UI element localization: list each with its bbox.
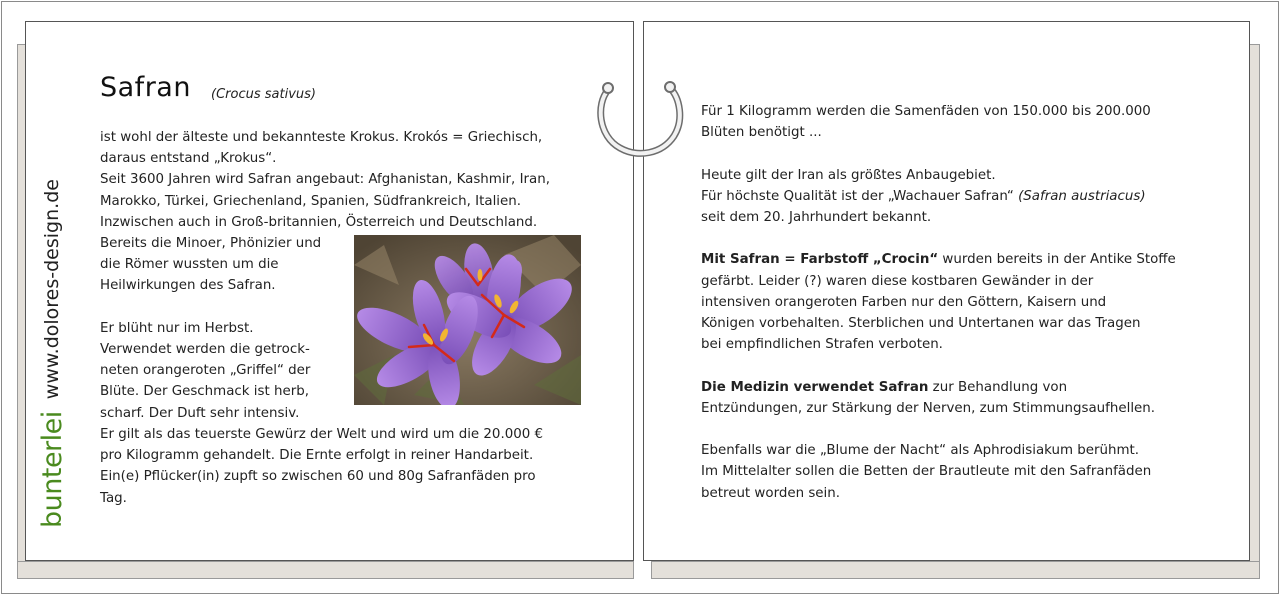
text-line: Entzündungen, zur Stärkung der Nerven, zum Stimmungsaufhellen. bbox=[701, 400, 1156, 416]
text-line: Heilwirkungen des Safran. bbox=[100, 278, 276, 294]
intro-text bbox=[100, 127, 550, 233]
text-line: Tag. bbox=[100, 490, 127, 506]
text-line: Ebenfalls war die „Blume der Nacht“ als Aphrodisiakum berühmt. bbox=[701, 443, 1140, 459]
latin-run: (Safran austriacus) bbox=[1018, 188, 1146, 204]
page-title: Safran bbox=[100, 72, 191, 103]
latin-name: (Crocus sativus) bbox=[211, 87, 316, 102]
text-line: Heute gilt der Iran als größtes Anbaugebiet. bbox=[701, 167, 996, 183]
text-line: gefärbt. Leider (?) waren diese kostbaren Gewänder in der bbox=[701, 273, 1094, 289]
text-line: Marokko, Türkei, Griechenland, Spanien, Südfrankreich, Italien. bbox=[100, 193, 521, 209]
text-line: neten orangeroten „Griffel“ der bbox=[100, 363, 311, 379]
brand-logo: bunterlei bbox=[36, 411, 68, 528]
text-line bbox=[701, 186, 1176, 207]
text-line: Er gilt als das teuerste Gewürz der Welt und wird um die 20.000 € bbox=[100, 427, 544, 442]
brand-url: www.dolores-design.de bbox=[41, 179, 63, 400]
text-line: Bereits die Minoer, Phönizier und bbox=[100, 236, 322, 251]
side-text bbox=[100, 233, 321, 424]
text-line: Blüten benötigt ... bbox=[701, 125, 822, 141]
text-run: zur Behandlung von bbox=[928, 379, 1068, 395]
brand-vertical bbox=[28, 179, 76, 528]
text-line bbox=[701, 377, 1176, 398]
text-line bbox=[701, 249, 1176, 270]
text-line: Seit 3600 Jahren wird Safran angebaut: Afghanistan, Kashmir, Iran, bbox=[100, 172, 550, 188]
binder-ring-icon bbox=[594, 74, 688, 160]
bold-run: Mit Safran = Farbstoff „Crocin“ bbox=[701, 252, 939, 268]
text-line: die Römer wussten um die bbox=[100, 257, 279, 273]
text-line: Blüte. Der Geschmack ist herb, bbox=[100, 384, 309, 400]
text-line: bei empfindlichen Strafen verboten. bbox=[701, 337, 943, 353]
crocus-photo bbox=[354, 235, 581, 405]
text-line: Für 1 Kilogramm werden die Samenfäden von 150.000 bis 200.000 bbox=[701, 104, 1151, 119]
right-text bbox=[701, 101, 1176, 504]
text-run: wurden bereits in der Antike Stoffe bbox=[938, 252, 1176, 268]
text-line: Im Mittelalter sollen die Betten der Brautleute mit den Safranfäden bbox=[701, 464, 1152, 480]
text-line: Er blüht nur im Herbst. bbox=[100, 320, 254, 336]
bottom-text bbox=[100, 424, 543, 509]
text-run: Für höchste Qualität ist der „Wachauer Safran“ bbox=[701, 188, 1019, 204]
left-page-stack-bottom bbox=[17, 561, 634, 579]
text-line: pro Kilogramm gehandelt. Die Ernte erfolgt in reiner Handarbeit. bbox=[100, 448, 534, 464]
bold-run: Die Medizin verwendet Safran bbox=[701, 379, 929, 395]
text-line: Inzwischen auch in Groß-britannien, Österreich und Deutschland. bbox=[100, 214, 538, 230]
text-line: ist wohl der älteste und bekannteste Krokus. Krokós = Griechisch, bbox=[100, 130, 543, 145]
text-line: Königen vorbehalten. Sterblichen und Untertanen war das Tragen bbox=[701, 316, 1141, 331]
text-line: intensiven orangeroten Farben nur den Göttern, Kaisern und bbox=[701, 294, 1107, 310]
text-line: Ein(e) Pflücker(in) zupft so zwischen 60 und 80g Safranfäden pro bbox=[100, 469, 536, 485]
text-line: Verwendet werden die getrock- bbox=[100, 342, 310, 357]
text-line: seit dem 20. Jahrhundert bekannt. bbox=[701, 210, 932, 225]
text-line: scharf. Der Duft sehr intensiv. bbox=[100, 405, 300, 421]
right-page-stack-bottom bbox=[651, 561, 1260, 579]
text-line: daraus entstand „Krokus“. bbox=[100, 151, 277, 167]
text-line: betreut worden sein. bbox=[701, 485, 841, 501]
